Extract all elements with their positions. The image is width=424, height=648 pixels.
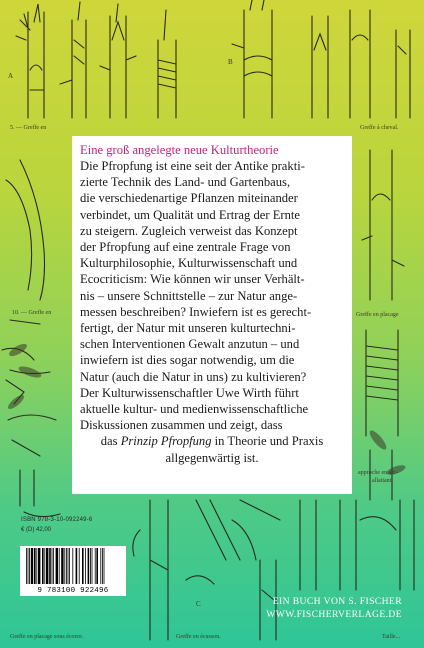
- blurb-line: der Pfropfung auf eine zentrale Frage von: [80, 240, 291, 255]
- engraving-top-left: [16, 4, 44, 118]
- barcode-bar: [36, 548, 37, 584]
- barcode-bar: [56, 548, 58, 584]
- engraving-caption-7: Greffe en placage sous écorce.: [10, 634, 84, 640]
- engraving-caption-8: Greffe en écusson.: [176, 634, 221, 640]
- barcode-bar: [102, 548, 103, 584]
- barcode-digits: 9 783100 922496: [20, 586, 126, 596]
- engraving-caption-3: 10. — Greffe en: [12, 310, 52, 316]
- price-label: € (D) 42,00: [21, 527, 52, 533]
- barcode-bar: [85, 548, 86, 584]
- blurb-line: Ecocriticism: Wie können wir unser Verhält-: [80, 272, 305, 287]
- barcode-bar: [88, 548, 90, 584]
- barcode-bar: [64, 548, 65, 584]
- barcode: [20, 546, 126, 586]
- blurb-line-after: in Theorie und Praxis: [211, 434, 324, 449]
- barcode-bar: [28, 548, 29, 584]
- barcode-bar: [96, 548, 98, 584]
- engraving-letter-c: C: [196, 600, 201, 608]
- engraving-caption-5: approche en arc-: [358, 470, 398, 476]
- blurb-line: Der Kulturwissenschaftler Uwe Wirth führt: [80, 385, 299, 400]
- engraving-bottom-right: [300, 500, 414, 590]
- engraving-top-right: [312, 10, 410, 118]
- barcode-bar: [49, 548, 51, 584]
- barcode-bar: [53, 548, 54, 584]
- barcode-bar: [38, 548, 40, 584]
- barcode-bars: [20, 546, 126, 586]
- engraving-caption-9: Taille...: [382, 634, 401, 640]
- barcode-bar: [69, 548, 70, 584]
- barcode-bar: [79, 548, 80, 584]
- barcode-bar: [90, 548, 91, 584]
- blurb-text: [80, 158, 344, 466]
- book-title-italic: Prinzip Pfropfung: [120, 434, 212, 449]
- blurb-line: nis – unsere Schnittstelle – zur Natur ange-: [80, 288, 298, 303]
- engraving-top-trunk: [232, 0, 272, 118]
- blurb-line: verbindet, um Qualität und Ertrag der Ernte: [80, 207, 300, 222]
- blurb-line: zu steigern. Zugleich verweist das Konzept: [80, 223, 298, 238]
- barcode-bar: [95, 548, 96, 584]
- isbn-label: ISBN 978-3-10-092249-6: [21, 517, 93, 523]
- engraving-letter-a: A: [8, 72, 14, 80]
- barcode-bar: [61, 548, 63, 584]
- engraving-caption-6: allaitant.: [372, 478, 393, 484]
- blurb-line-before: das: [100, 434, 121, 449]
- barcode-bar: [104, 548, 105, 584]
- barcode-bar: [44, 548, 45, 584]
- blurb-line: fertigt, der Natur mit unseren kulturtechni-: [80, 321, 296, 336]
- blurb-line: Die Pfropfung ist eine seit der Antike prakti-: [80, 159, 305, 173]
- engraving-left-middle: [2, 160, 56, 506]
- barcode-bar: [82, 548, 84, 584]
- barcode-bar: [34, 548, 36, 584]
- blurb-panel: [72, 136, 352, 494]
- blurb-headline: Eine groß angelegte neue Kulturtheorie: [80, 143, 279, 157]
- barcode-bar: [31, 548, 33, 584]
- engraving-caption-4: Greffe en placage: [356, 312, 399, 318]
- publisher-name: EIN BUCH VON S. FISCHER: [272, 596, 402, 607]
- barcode-bar: [46, 548, 48, 584]
- blurb-line: inwiefern ist dies sogar notwendig, um die: [80, 353, 295, 368]
- barcode-bar: [26, 548, 27, 584]
- barcode-bar: [42, 548, 44, 584]
- barcode-bar: [100, 548, 101, 584]
- blurb-line-final: allgegenwärtig ist.: [165, 450, 259, 465]
- blurb-line: Natur (auch die Natur in uns) zu kultivieren?: [80, 369, 307, 384]
- blurb-line: schen Interventionen Gewalt anzutun – und: [80, 337, 300, 352]
- blurb-line-title: [80, 433, 344, 449]
- blurb-line: aktuelle kultur- und medienwissenschaftliche: [80, 402, 309, 417]
- barcode-bar: [92, 548, 93, 584]
- publisher-website: WWW.FISCHERVERLAGE.DE: [266, 609, 402, 620]
- barcode-bar: [59, 548, 60, 584]
- barcode-bar: [68, 548, 69, 584]
- engraving-letter-b: B: [228, 58, 233, 66]
- barcode-bar: [52, 548, 53, 584]
- barcode-bar: [76, 548, 78, 584]
- blurb-line: Kulturphilosophie, Kulturwissenschaft und: [80, 256, 298, 271]
- engraving-top-2: [60, 2, 86, 118]
- engraving-caption-2: Greffe à cheval.: [360, 125, 399, 131]
- barcode-bar: [66, 548, 67, 584]
- blurb-line: zierte Technik des Land- und Gartenbaus,: [80, 175, 291, 190]
- blurb-line: Diskussionen zusammen und zeigt, dass: [80, 418, 283, 433]
- blurb-line: die verschiedenartige Pflanzen miteinander: [80, 191, 298, 206]
- engraving-caption-1: 5. — Greffe en: [10, 125, 47, 131]
- engraving-top-wrapped: [158, 10, 176, 118]
- blurb-line: messen beschreiben? Inwiefern ist es gerecht-: [80, 304, 312, 319]
- engraving-top-3: [100, 4, 136, 118]
- barcode-bar: [72, 548, 73, 584]
- barcode-bar: [29, 548, 30, 584]
